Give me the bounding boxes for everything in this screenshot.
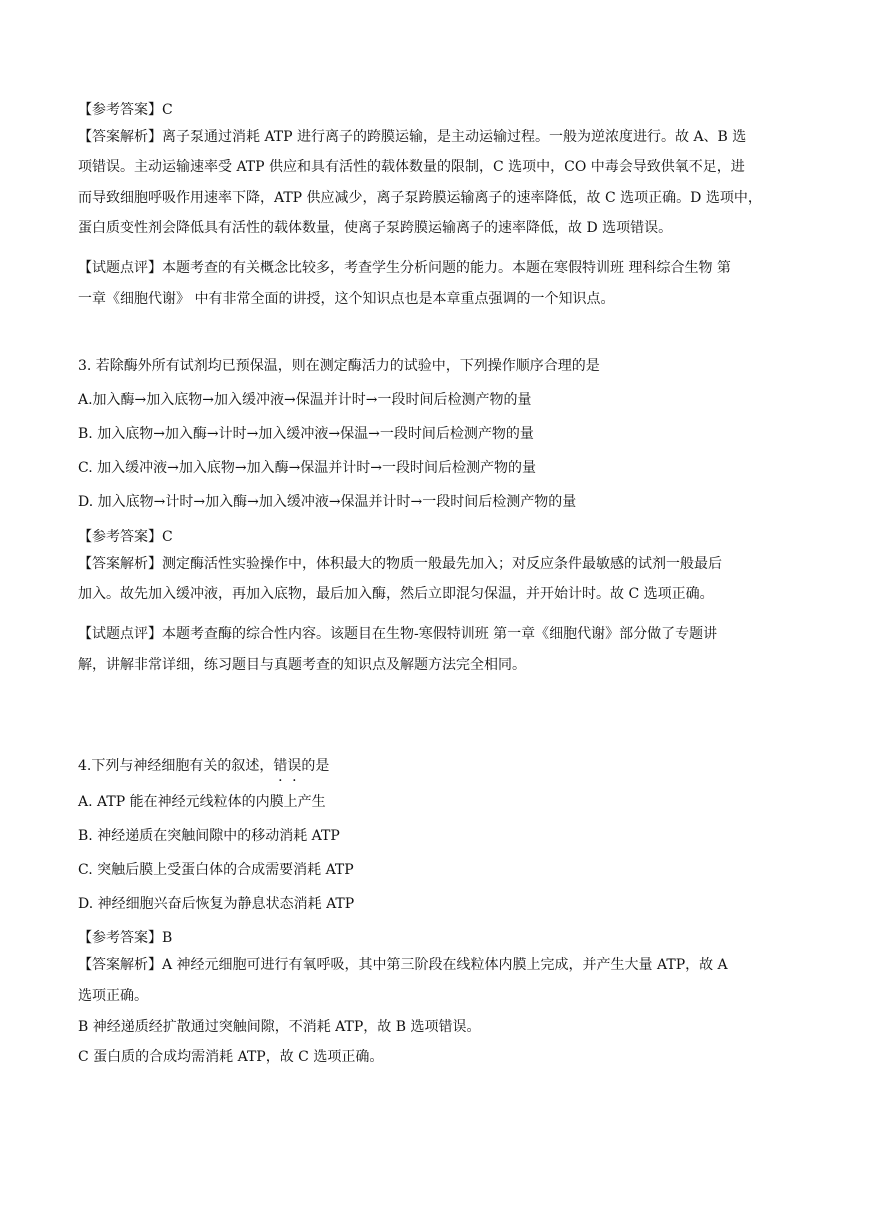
q2-comment-line: 【试题点评】本题考查的有关概念比较多，考查学生分析问题的能力。本题在寒假特训班 理科综合生物 第 (78, 260, 731, 276)
q3-option-d: D. 加入底物→计时→加入酶→加入缓冲液→保温并计时→一段时间后检测产物的量 (78, 494, 577, 510)
q4-explanation-line: 选项正确。 (78, 988, 148, 1004)
q4-stem-before: 4.下列与神经细胞有关的叙述， (78, 758, 274, 774)
q4-stem-emphasis: 误 (287, 758, 302, 774)
q2-explanation-line: 而导致细胞呼吸作用速率下降，ATP 供应减少，离子泵跨膜运输离子的速率降低，故 C 选项正确。D 选项中， (78, 190, 762, 206)
q4-explanation-line: B 神经递质经扩散通过突触间隙，不消耗 ATP，故 B 选项错误。 (78, 1019, 481, 1035)
q4-explanation-line: 【答案解析】A 神经元细胞可进行有氧呼吸，其中第三阶段在线粒体内膜上完成，并产生大量 ATP，故 A (78, 957, 728, 973)
q3-comment-line: 【试题点评】本题考查酶的综合性内容。该题目在生物-寒假特训班 第一章《细胞代谢》部分做了专题讲 (78, 626, 718, 642)
q4-option-d: D. 神经细胞兴奋后恢复为静息状态消耗 ATP (78, 896, 355, 912)
q4-option-c: C. 突触后膜上受蛋白体的合成需要消耗 ATP (78, 862, 354, 878)
q3-answer: 【参考答案】C (78, 529, 173, 545)
q2-comment-line: 一章《细胞代谢》 中有非常全面的讲授，这个知识点也是本章重点强调的一个知识点。 (78, 291, 615, 307)
q4-stem-emphasis: 错 (273, 758, 288, 774)
q3-explanation-line: 加入。故先加入缓冲液，再加入底物，最后加入酶，然后立即混匀保温，并开始计时。故 C 选项正确。 (78, 586, 714, 602)
q4-stem-after: 的是 (301, 758, 330, 774)
q2-explanation-line: 项错误。主动运输速率受 ATP 供应和具有活性的载体数量的限制，C 选项中，CO 中毒会导致供氧不足，进 (78, 159, 745, 175)
q2-explanation-line: 【答案解析】离子泵通过消耗 ATP 进行离子的跨膜运输，是主动运输过程。一般为逆浓度进行。故 A、B 选 (78, 129, 747, 145)
q3-option-b: B. 加入底物→加入酶→计时→加入缓冲液→保温→一段时间后检测产物的量 (78, 426, 534, 442)
q4-option-a: A. ATP 能在神经元线粒体的内膜上产生 (78, 794, 326, 810)
q3-explanation-line: 【答案解析】测定酶活性实验操作中，体积最大的物质一般最先加入；对反应条件最敏感的试剂一般最后 (78, 556, 722, 572)
q2-explanation-line: 蛋白质变性剂会降低具有活性的载体数量，使离子泵跨膜运输离子的速率降低，故 D 选项错误。 (78, 220, 673, 236)
q2-answer: 【参考答案】C (78, 102, 173, 118)
q4-option-b: B. 神经递质在突触间隙中的移动消耗 ATP (78, 828, 340, 844)
q4-answer: 【参考答案】B (78, 930, 173, 946)
q4-stem (78, 756, 329, 776)
q4-explanation-line: C 蛋白质的合成均需消耗 ATP，故 C 选项正确。 (78, 1049, 384, 1065)
q3-option-c: C. 加入缓冲液→加入底物→加入酶→保温并计时→一段时间后检测产物的量 (78, 460, 537, 476)
q3-comment-line: 解，讲解非常详细，练习题目与真题考查的知识点及解题方法完全相同。 (78, 657, 526, 673)
q3-stem: 3. 若除酶外所有试剂均已预保温，则在测定酶活力的试验中，下列操作顺序合理的是 (78, 358, 600, 374)
q3-option-a: A.加入酶→加入底物→加入缓冲液→保温并计时→一段时间后检测产物的量 (78, 392, 532, 408)
